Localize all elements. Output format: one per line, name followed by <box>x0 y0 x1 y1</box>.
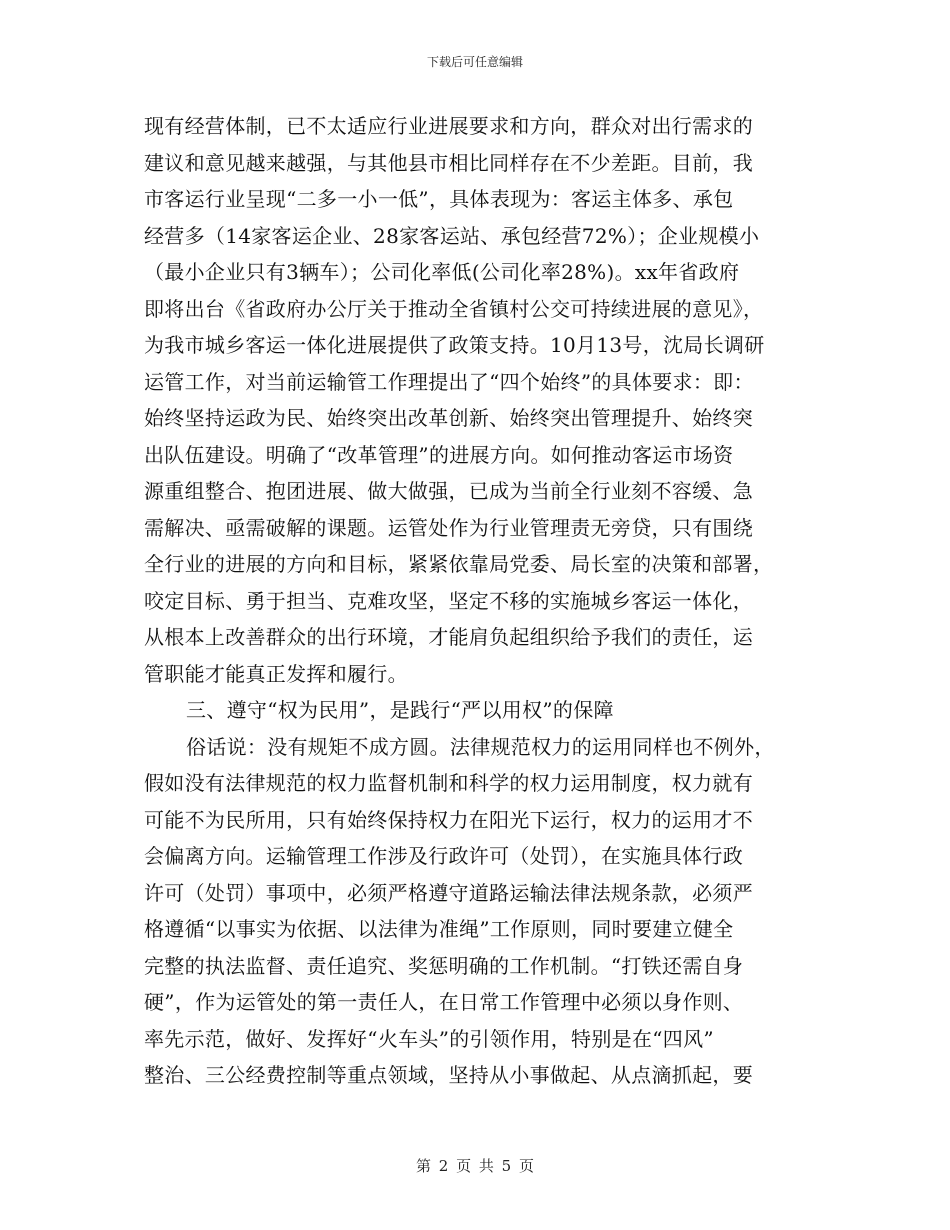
text-line: 为我市城乡客运一体化进展提供了政策支持。10月13号，沈局长调研 <box>144 333 765 357</box>
text-line: 全行业的进展的方向和目标，紧紧依靠局党委、局长室的决策和部署， <box>144 552 774 576</box>
text-line: 经营多（14家客运企业、28家客运站、承包经营72%）；企业规模小 <box>144 223 760 248</box>
text-line: 率先示范，做好、发挥好“火车头”的引领作用，特别是在“四风” <box>144 1026 714 1051</box>
document-body <box>144 108 806 1094</box>
text-line: 出队伍建设。明确了“改革管理”的进展方向。如何推动客运市场资 <box>144 442 734 467</box>
paragraph-first-line: 俗话说：没有规矩不成方圆。法律规范权力的运用同样也不例外， <box>186 734 775 759</box>
text-line: 建议和意见越来越强，与其他县市相比同样存在不少差距。目前，我 <box>144 150 753 175</box>
text-line: （最小企业只有3辆车）；公司化率低(公司化率28%)。xx年省政府 <box>144 260 740 284</box>
text-line: 即将出台《省政府办公厅关于推动全省镇村公交可持续进展的意见》， <box>144 296 764 321</box>
text-line: 整治、三公经费控制等重点领域，坚持从小事做起、从点滴抓起，要 <box>144 1063 753 1087</box>
page-number: 第 2 页 共 5 页 <box>416 1157 534 1175</box>
text-line: 运管工作，对当前运输管工作理提出了“四个始终”的具体要求：即： <box>144 369 754 394</box>
text-line: 硬”，作为运管处的第一责任人，在日常工作管理中必须以身作则、 <box>144 990 744 1014</box>
text-line: 管职能才能真正发挥和履行。 <box>144 661 408 686</box>
text-line: 市客运行业呈现“二多一小一低”，具体表现为：客运主体多、承包 <box>144 187 734 211</box>
text-line: 需解决、亟需破解的课题。运管处作为行业管理责无旁贷，只有围绕 <box>144 515 753 540</box>
text-line: 现有经营体制，已不太适应行业进展要求和方向，群众对出行需求的 <box>144 114 753 138</box>
text-line: 格遵循“以事实为依据、以法律为准绳”工作原则，同时要建立健全 <box>144 917 734 941</box>
page-header-note: 下载后可任意编辑 <box>426 55 523 69</box>
text-line: 咬定目标、勇于担当、克难攻坚，坚定不移的实施城乡客运一体化， <box>144 588 753 613</box>
text-line: 始终坚持运政为民、始终突出改革创新、始终突出管理提升、始终突 <box>144 406 753 430</box>
text-line: 假如没有法律规范的权力监督机制和科学的权力运用制度，权力就有 <box>144 771 753 795</box>
text-line: 可能不为民所用，只有始终保持权力在阳光下运行，权力的运用才不 <box>144 807 753 832</box>
section-heading: 三、遵守“权为民用”，是践行“严以用权”的保障 <box>186 698 614 722</box>
text-line: 完整的执法监督、责任追究、奖惩明确的工作机制。“打铁还需自身 <box>144 953 744 978</box>
text-line: 许可（处罚）事项中，必须严格遵守道路运输法律法规条款，必须严 <box>144 880 753 905</box>
text-line: 从根本上改善群众的出行环境，才能肩负起组织给予我们的责任，运 <box>144 625 753 649</box>
text-line: 源重组整合、抱团进展、做大做强，已成为当前全行业刻不容缓、急 <box>144 479 753 503</box>
text-line: 会偏离方向。运输管理工作涉及行政许可（处罚），在实施具体行政 <box>144 844 743 868</box>
